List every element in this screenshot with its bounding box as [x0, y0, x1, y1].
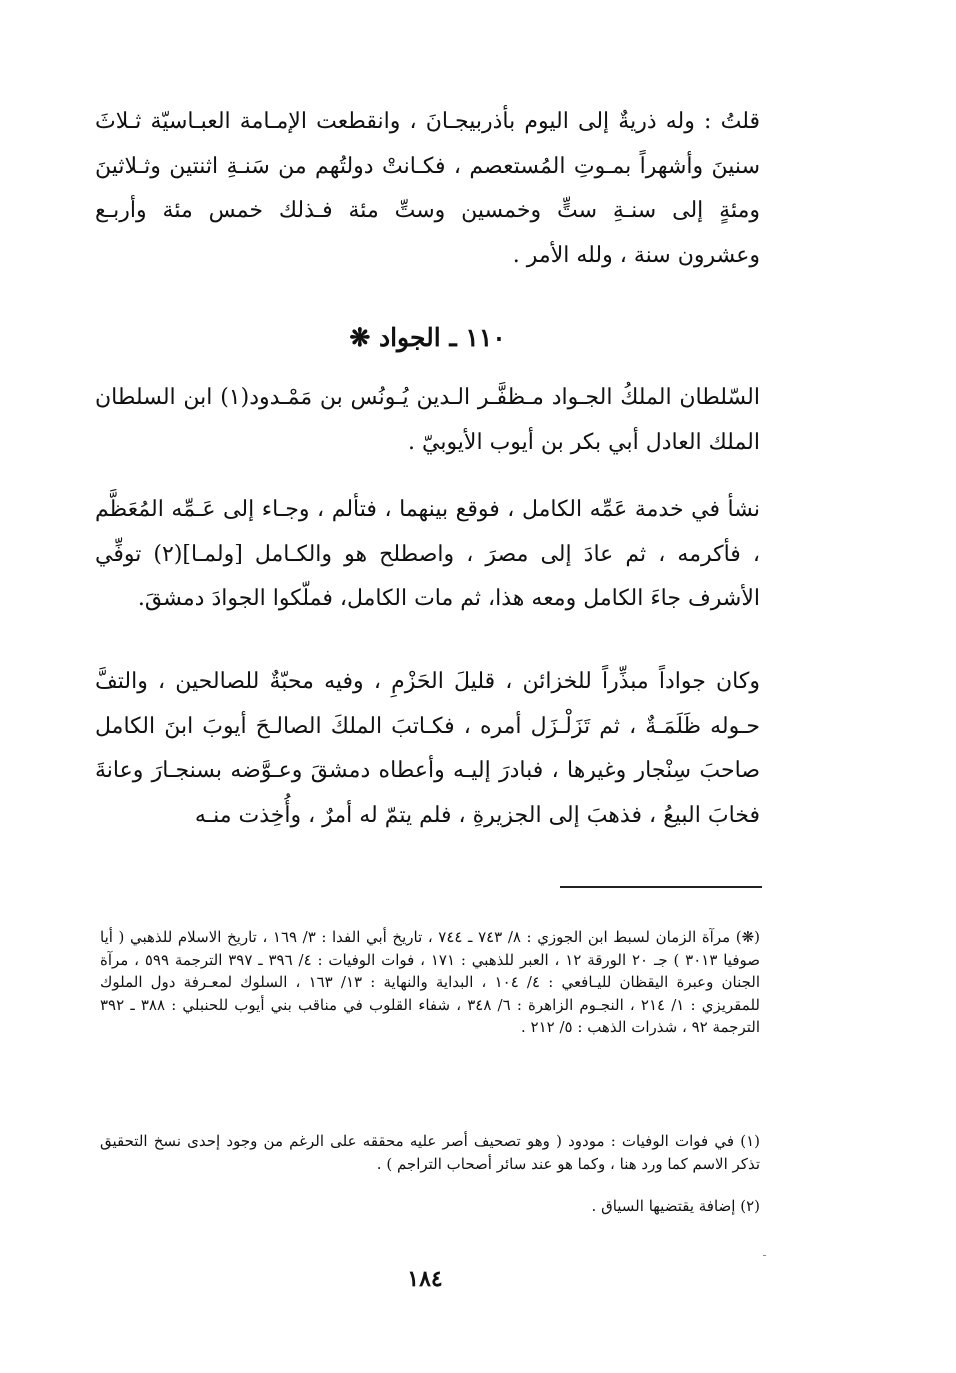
footnote-separator — [560, 886, 762, 888]
intro-paragraph: قلتُ : وله ذريةٌ إلى اليوم بأذربيجـانَ ، وانقطعت الإمـامة العبـاسيّة ثـلاثَ سنينَ وأشهراً بمـوتِ المُستعصم ، فكـانتْ دولتُهم من سَنـةِ اثنتين وثـلاثينَ ومئةٍ إلى سنـةِ ستٍّ وخمسين وستِّ مئة فـذلك خمس مئة وأربـع وعشرون سنة ، ولله الأمر . — [95, 109, 760, 268]
character-paragraph: وكان جواداً مبذِّراً للخزائن ، قليلَ الحَزْمِ ، وفيه محبّةٌ للصالحين ، والتفَّ حـوله ظَلَمَـةٌ ، ثم تَزَلْـزَل أمره ، فكـاتبَ الملكَ الصالـحَ أيوبَ ابنَ الكامل صاحبَ سِنْجار وغيرها ، فبادرَ إليـه وأعطاه دمشقَ وعـوَّضه بسنجـارَ وعانةَ فخابَ البيعُ ، فذهبَ إلى الجزيرةِ ، فلم يتمّ له أمرٌ ، وأُخِذت منـه — [95, 669, 760, 828]
name-paragraph: السّلطان الملكُ الجـواد مـظفَّـر الـدين يُـونُس بن مَمْـدود(١) ابن السلطان الملك العادل أبي بكر بن أيوب الأيوبيّ . — [95, 385, 760, 455]
footnote-sources: (❋) مرآة الزمان لسبط ابن الجوزي : ٨/ ٧٤٣ ـ ٧٤٤ ، تاريخ أبي الفدا : ٣/ ١٦٩ ، تاريخ الاسلام للذهبي ( أيا صوفيا ٣٠١٣ ) جـ ٢٠ الورقة ١٢ ، العبر للذهبي : ١٧١ ، فوات الوفيات : ٤/ ٣٩٦ ـ ٣٩٧ الترجمة ٥٩٩ ، مرآة الجنان وعبرة اليقظان لليـافعي : ٤/ ١٠٤ ، البداية والنهاية : ١٣/ ١٦٣ ، السلوك لمعـرفة دول الملوك للمقريزي : ١/ ٢١٤ ، النجـوم الزاهرة : ٦/ ٣٤٨ ، شفاء القلوب في مناقب بني أيوب للحنبلي : ٣٨٨ ـ ٣٩٢ الترجمة ٩٢ ، شذرات الذهب : ٥/ ٢١٢ . — [100, 928, 761, 1037]
print-speck — [763, 1255, 766, 1256]
page-number: ١٨٤ — [407, 1266, 443, 1292]
footnote-2: (٢) إضافة يقتضيها السياق . — [591, 1197, 760, 1215]
footnote-1: (١) في فوات الوفيات : مودود ( وهو تصحيف أصر عليه محققه على الرغم من وجود إحدى نسخ التحقيق تذكر الاسم كما ورد هنا ، وكما هو عند سائر أصحاب التراجم ) . — [100, 1132, 760, 1173]
early-life-paragraph: نشأ في خدمة عَمِّه الكامل ، فوقع بينهما ، فتألم ، وجـاء إلى عَـمِّه المُعَظَّم ، فأكرمه ، ثم عادَ إلى مصرَ ، واصطلح هو والكـامل [ولمـا](٢) توفِّي الأشرف جاءَ الكامل ومعه هذا، ثم مات الكامل، فملّكوا الجوادَ دمشقَ. — [95, 497, 760, 611]
entry-heading: ١١٠ ـ الجواد ❋ — [349, 323, 506, 352]
